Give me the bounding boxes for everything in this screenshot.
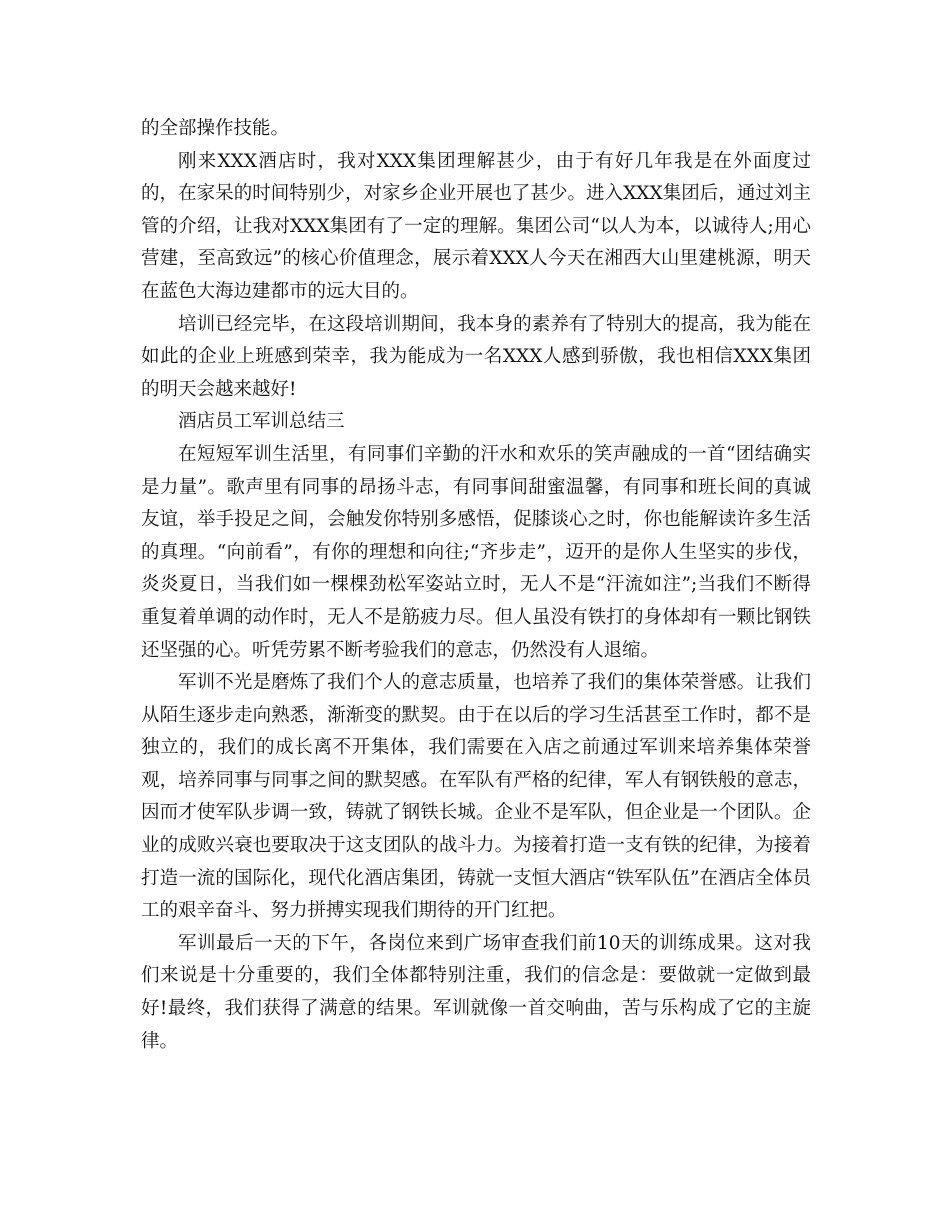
paragraph: 培训已经完毕，在这段培训期间，我本身的素养有了特别大的提高，我为能在如此的企业上班感到荣幸，我为能成为一名XXX人感到骄傲，我也相信XXX集团的明天会越来越好! bbox=[141, 313, 811, 400]
paragraph: 军训最后一天的下午，各岗位来到广场审查我们前10天的训练成果。这对我们来说是十分重要的，我们全体都特别注重，我们的信念是：要做就一定做到最好!最终，我们获得了满意的结果。军训就像一首交响曲，苦与乐构成了它的主旋律。 bbox=[141, 932, 811, 1052]
section-heading: 酒店员工军训总结三 bbox=[178, 411, 345, 433]
paragraph-continuation: 的全部操作技能。 bbox=[141, 118, 290, 139]
paragraph: 刚来XXX酒店时，我对XXX集团理解甚少，由于有好几年我是在外面度过的，在家呆的时间特别少，对家乡企业开展也了甚少。进入XXX集团后，通过刘主管的介绍，让我对XXX集团有了一定的理解。集团公司“以人为本，以诚待人;用心营建，至高致远”的核心价值理念，展示着XXX人今天在湘西大山里建桃源，明天在蓝色大海边建都市的远大目的。 bbox=[141, 150, 811, 302]
paragraph: 军训不光是磨炼了我们个人的意志质量，也培养了我们的集体荣誉感。让我们从陌生逐步走向熟悉，渐渐变的默契。由于在以后的学习生活甚至工作时，都不是独立的，我们的成长离不开集体，我们需要在入店之前通过军训来培养集体荣誉观，培养同事与同事之间的默契感。在军队有严格的纪律，军人有钢铁般的意志，因而才使军队步调一致，铸就了钢铁长城。企业不是军队，但企业是一个团队。企业的成败兴衰也要取决于这支团队的战斗力。为接着打造一支有铁的纪律，为接着打造一流的国际化，现代化酒店集团，铸就一支恒大酒店“铁军队伍”在酒店全体员工的艰辛奋斗、努力拼搏实现我们期待的开门红把。 bbox=[141, 672, 811, 922]
paragraph: 在短短军训生活里，有同事们辛勤的汗水和欢乐的笑声融成的一首“团结确实是力量”。歌声里有同事的昂扬斗志，有同事间甜蜜温馨，有同事和班长间的真诚友谊，举手投足之间，会触发你特别多感悟，促膝谈心之时，你也能解读许多生活的真理。“向前看”，有你的理想和向往;“齐步走”，迈开的是你人生坚实的步伐，炎炎夏日，当我们如一棵棵劲松军姿站立时，无人不是“汗流如注”;当我们不断得重复着单调的动作时，无人不是筋疲力尽。但人虽没有铁打的身体却有一颗比钢铁还坚强的心。听凭劳累不断考验我们的意志，仍然没有人退缩。 bbox=[141, 443, 811, 661]
document-body bbox=[141, 113, 811, 1058]
